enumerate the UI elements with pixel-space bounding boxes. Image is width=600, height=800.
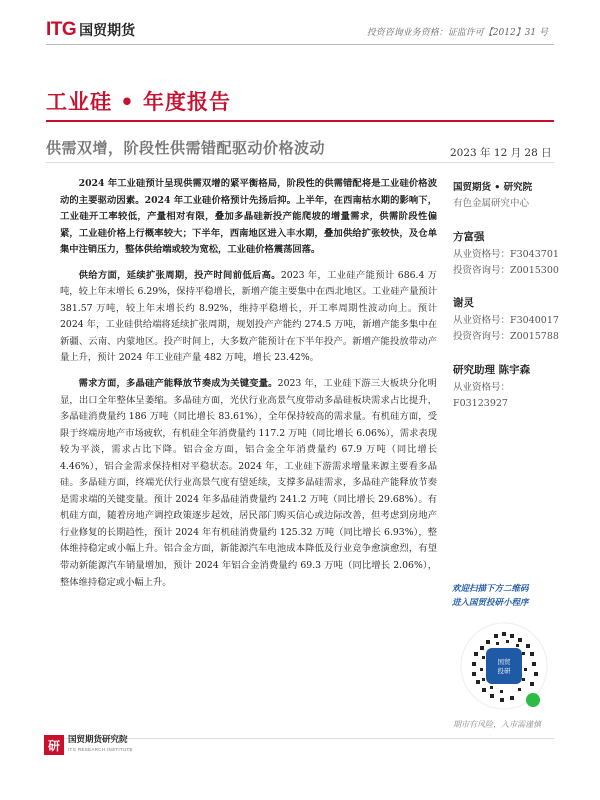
demand-paragraph (60, 376, 437, 591)
wechat-icon (526, 693, 540, 707)
analyst-license: 从业资格号：F3040017 (453, 315, 559, 326)
footer-name-cn: 国贸期货研究院 (68, 735, 128, 745)
summary-text: 2024 年工业硅预计呈现供需双增的紧平衡格局，阶段性的供需错配将是工业硅价格波动的主要驱动因素。2024 年工业硅价格预计先扬后抑。上半年，在西南枯水期的影响下，工业硅开工率较低，产量相对有限，叠加多晶硅新投产能爬坡的增量需求，供需阶段性偏紧，工业硅价格上行概率较大；下半年，西南地区进入丰水期，叠加供给扩张较快，及仓单集中注销压力，整体供给端或较为宽松，工业硅价格震荡回落。 (60, 178, 437, 256)
qr-badge-text-1: 国贸 (497, 658, 511, 666)
analyst-card (453, 229, 563, 279)
analyst-license: 从业资格号：F03123927 (453, 382, 511, 409)
report-date: 2023 年 12 月 28 日 (450, 147, 552, 159)
org-name: 国贸期货 • 研究院 (453, 182, 533, 193)
demand-text: 2023 年，工业硅下游三大板块分化明显，出口全年整体呈萎缩。多晶硅方面，光伏行业高景气度带动多晶硅板块需求占比提升，多晶硅消费量约 186 万吨（同比增长 83.61%），全年保持较高的需求量。有机硅方面，受限于终端房地产市场疲软，有机硅全年消费量约 117.2 万吨（同比增长 6.06%），需求表现较为平淡，需求占比下降。铝合金方面，铝合金全年消费量约 67.9 万吨（同比增长 4.46%），铝合金需求保持相对平稳状态。2024 年，工业硅下游需求增量来源主要看多晶硅。多晶硅方面，终端光伏行业高景气度有望延续，支撑多晶硅需求，多晶硅产能释放节奏是需求端的关键变量。预计 2024 年多晶硅消费量约 241.2 万吨（同比增长 29.68%）。有机硅方面，随着房地产调控政策逐步起效，居民部门购买信心或边际改善，但考虑到房地产行业修复的长期趋性，预计 2024 年有机硅消费量约 125.32 万吨（同比增长 6.93%），整体维持稳定或小幅上升。铝合金方面，新能源汽车电池成本降低及行业竞争愈演愈烈，有望带动新能源汽车销量增加，预计 2024 年铝合金消费量约 69.3 万吨（同比增长 2.06%），整体维持稳定或小幅上升。 (60, 378, 437, 588)
summary-paragraph (60, 176, 437, 259)
qr-caption (452, 582, 529, 610)
analyst-name: 研究助理 陈宇森 (453, 364, 531, 376)
risk-disclaimer: 期市有风险，入市需谨慎 (453, 720, 541, 729)
report-title: 工业硅 • 年度报告 (46, 90, 232, 114)
demand-lead: 需求方面，多晶硅产能释放节奏成为关键变量。 (78, 378, 278, 390)
analyst-card (453, 362, 563, 412)
qr-badge-text-2: 投研 (497, 667, 511, 675)
org-block (453, 180, 563, 212)
title-divider (46, 120, 554, 122)
qr-center-badge (486, 648, 522, 684)
report-subtitle: 供需双增，阶段性供需错配驱动价格波动 (46, 139, 326, 157)
footer-name-en: ITG RESEARCH INSTITUTE (68, 747, 133, 752)
research-seal-icon: 研 (44, 735, 64, 755)
license-text: 投资咨询业务资格：证监许可【2012】31 号 (366, 28, 548, 38)
analyst-license: 从业资格号：F3043701 (453, 249, 559, 260)
analyst-consult-id: 投资咨询号：Z0015788 (453, 331, 559, 342)
company-logo (46, 20, 135, 40)
footer-name (68, 735, 133, 755)
header-divider (46, 44, 554, 45)
supply-lead: 供给方面，延续扩张周期，投产时间前低后高。 (78, 269, 281, 281)
report-body (60, 176, 437, 600)
logo-cn-text: 国贸期货 (79, 23, 136, 39)
supply-paragraph (60, 268, 437, 367)
analyst-name: 方富强 (453, 231, 485, 243)
subtitle-divider (46, 162, 554, 163)
qr-caption-line1: 欢迎扫描下方二维码 (452, 584, 529, 594)
footer-logo (44, 735, 133, 755)
qr-caption-line2: 进入国贸投研小程序 (452, 598, 529, 608)
analyst-card (453, 295, 563, 345)
dept-name: 有色金属研究中心 (453, 198, 530, 209)
logo-itg-text: ITG (46, 19, 77, 40)
analyst-name: 谢灵 (453, 297, 474, 309)
analyst-consult-id: 投资咨询号：Z0015300 (453, 265, 559, 276)
supply-text: 2023 年，工业硅产能预计 686.4 万吨，较上年末增长 6.29%，保持平稳增长，新增产能主要集中在西北地区。工业硅产量预计 381.57 万吨，较上年末增长约 8.92%，维持平稳增长，开工率周期性波动向上。预计 2024 年，工业硅供给端将延续扩张周期，规划投产产能约 274.5 万吨，新增产能多集中在新疆、云南、内蒙地区。投产时间上，大多数产能预计在下半年投产。新增产能投放带动产量上升，预计 2024 年工业硅产量 482 万吨，增长 23.42%。 (60, 269, 437, 364)
